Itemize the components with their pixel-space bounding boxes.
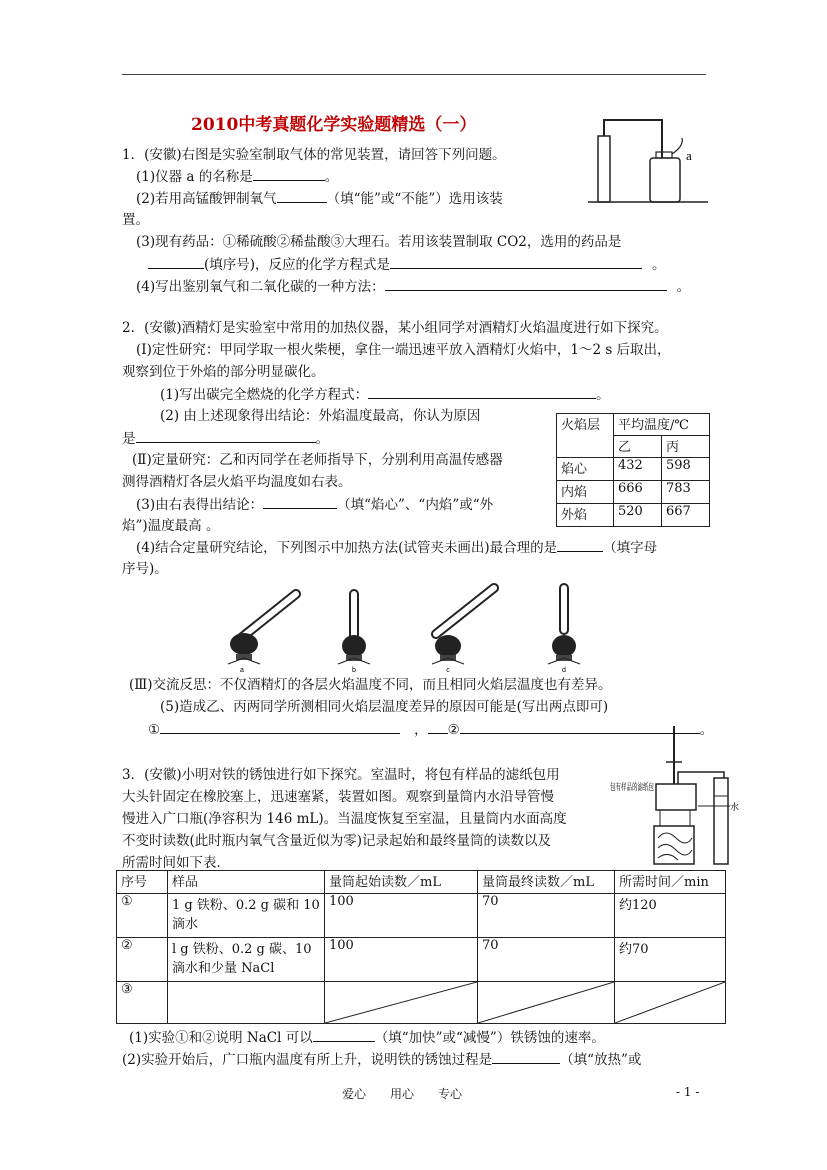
table-subheader-yi: 乙 [614,436,662,458]
header-rule [122,74,706,75]
table-cell: 外焰 [557,504,614,527]
table-header-temp: 平均温度/℃ [614,414,710,436]
q1-part3-line1: (3)现有药品：①稀硫酸②稀盐酸③大理石。若用该装置制取 CO2，选用的药品是 [136,234,622,250]
heating-option-b [338,594,370,674]
q3-line: 大头针固定在橡胶塞上，迅速塞紧，装置如图。观察到量筒内水沿导管慢 [122,789,554,805]
table-cell: 598 [662,458,710,481]
diagonal-slash [325,982,477,1023]
apparatus-label-a: a [686,148,692,163]
page-title: 2010中考真题化学实验题精选（一） [191,115,477,135]
page-number: - 1 - [676,1085,700,1099]
table-cell: 70 [478,938,615,982]
q3-stem [122,764,567,874]
svg-text:c: c [446,667,450,674]
q3-line: 3．(安徽)小明对铁的锈蚀进行如下探究。室温时，将包有样品的滤纸包用 [122,767,560,783]
table-header: 所需时间／min [615,871,726,894]
q2-part3: (3)由右表得出结论： （填“焰心”、“内焰”或“外 [136,494,493,515]
q2-part4-line2: 序号)。 [122,561,168,577]
table-row [117,982,726,1024]
table-header: 量筒最终读数／mL [478,871,615,894]
heating-option-d [548,588,580,674]
table-row [557,458,710,481]
q2-part4-line1: (4)结合定量研究结论，下列图示中加热方法(试管夹未画出)最合理的是 （填字母 [136,537,657,558]
svg-text:b: b [352,667,356,674]
table-cell: 520 [614,504,662,527]
answer-blank[interactable] [428,719,448,734]
table-cell: ① [117,894,168,938]
heating-option-c [432,588,494,674]
answer-blank[interactable] [368,384,596,399]
flame-temperature-table [556,413,710,527]
q3-line: 所需时间如下表． [122,855,230,871]
q1-part2-cont: 置。 [122,212,149,228]
svg-text:d: d [562,667,566,674]
q3-part1: (1)实验①和②说明 NaCl 可以 （填“加快”或“减慢”）铁锈蚀的速率。 [129,1027,605,1048]
table-cell: 666 [614,481,662,504]
table-cell: l g 铁粉、0.2 g 碳、10 滴水和少量 NaCl [168,938,325,982]
q1-part4: (4)写出鉴别氧气和二氧化碳的一种方法： 。 [136,276,690,297]
table-row [117,938,726,982]
table-subheader-bing: 丙 [662,436,710,458]
table-cell: ③ [117,982,168,1024]
q2-part1: (1)写出碳完全燃烧的化学方程式： 。 [160,384,610,405]
iron-rust-apparatus-figure [606,722,746,866]
table-header: 序号 [117,871,168,894]
q2-s3: (Ⅲ)交流反思：不仅酒精灯的各层火焰温度不同，而且相同火焰层温度也有差异。 [129,677,612,693]
iron-rust-table [116,870,726,1024]
q1-part2: (2)若用高锰酸钾制氧气 （填“能”或“不能”）选用该装 [136,188,503,209]
heating-methods-figure [222,582,602,674]
gas-apparatus-figure [588,116,713,206]
answer-blank[interactable] [160,719,400,734]
answer-blank[interactable] [136,428,316,443]
diagonal-slash [615,982,725,1023]
table-header: 样品 [168,871,325,894]
answer-blank[interactable] [313,1027,375,1042]
answer-blank[interactable] [263,494,337,509]
q3-part2: (2)实验开始后，广口瓶内温度有所上升，说明铁的锈蚀过程是 （填“放热”或 [122,1049,641,1070]
heating-option-a [228,594,296,674]
table-cell: 667 [662,504,710,527]
table-row [117,894,726,938]
table-cell [615,982,726,1024]
table-cell: 约120 [615,894,726,938]
table-cell: 100 [325,938,478,982]
table-row [557,504,710,527]
answer-blank[interactable] [253,166,325,181]
q2-s2-line2: 测得酒精灯各层火焰平均温度如右表。 [122,474,352,490]
table-cell: 70 [478,894,615,938]
q2-s2-line1: (Ⅱ)定量研究：乙和丙同学在老师指导下，分别利用高温传感器 [132,452,503,468]
table-cell [478,982,615,1024]
answer-blank[interactable] [277,188,327,203]
answer-blank[interactable] [385,276,667,291]
q1-part3-line2: (填序号)，反应的化学方程式是 。 [148,254,666,275]
table-cell: 焰心 [557,458,614,481]
q2-s1-line1: (Ⅰ)定性研究：甲同学取一根火柴梗，拿住一端迅速平放入酒精灯火焰中，1～2 s 后取出， [136,342,671,358]
table-cell[interactable] [168,982,325,1024]
table-row [557,481,710,504]
answer-blank[interactable] [557,537,603,552]
q2-part3-cont: 焰”)温度最高 。 [122,518,220,534]
q2-stem: 2．(安徽)酒精灯是实验室中常用的加热仪器，某小组同学对酒精灯火焰温度进行如下探究。 [122,320,668,336]
q2-part2-line1: (2) 由上述现象得出结论：外焰温度最高，你认为原因 [160,408,481,424]
diagonal-slash [478,982,614,1023]
table-cell: 432 [614,458,662,481]
table-cell: ② [117,938,168,982]
fig-label-bag: 包有样品的滤纸包 [610,783,683,793]
table-cell [325,982,478,1024]
table-cell: 1 g 铁粉、0.2 g 碳和 10 滴水 [168,894,325,938]
q2-s1-line2: 观察到位于外焰的部分明显碳化。 [122,364,325,380]
answer-blank[interactable] [390,254,642,269]
table-header-layer: 火焰层 [557,414,614,458]
q2-part5: (5)造成乙、丙两同学所测相同火焰层温度差异的原因可能是(写出两点即可) [160,699,609,715]
q3-line: 慢进入广口瓶(净容积为 146 mL)。当温度恢复至室温，且量筒内水面高度 [122,811,567,827]
q1-part1: (1)仪器 a 的名称是 。 [136,166,338,187]
fig-label-water: 水 [730,803,740,813]
table-cell: 100 [325,894,478,938]
table-cell: 约70 [615,938,726,982]
answer-blank[interactable] [492,1049,560,1064]
table-cell: 内焰 [557,481,614,504]
answer-blank[interactable] [148,254,204,269]
q2-part2-line2: 是 。 [122,428,329,449]
q1-stem: 1．(安徽)右图是实验室制取气体的常见装置，请回答下列问题。 [122,147,506,163]
table-header: 量筒起始读数／mL [325,871,478,894]
q2-part5-answers: ① ， ② 。 [148,719,713,740]
table-cell: 783 [662,481,710,504]
q3-line: 不变时读数(此时瓶内氧气含量近似为零)记录起始和最终量筒的读数以及 [122,833,552,849]
svg-text:a: a [240,667,244,674]
footer-center: 爱心 用心 专心 [342,1087,463,1101]
